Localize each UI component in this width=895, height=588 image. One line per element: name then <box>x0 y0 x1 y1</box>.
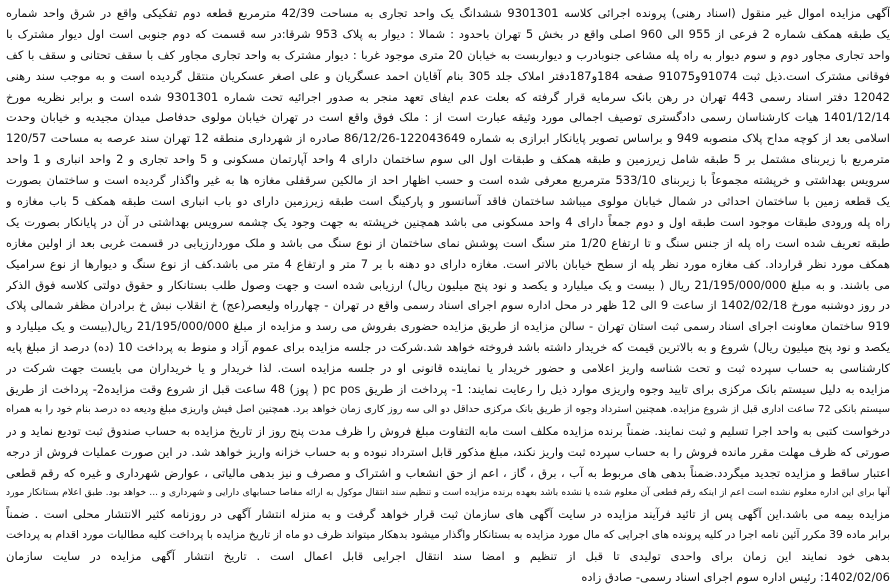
notice-line-19: مزایده به دلیل سیستم بانک مرکزی برای تایید وجوه واریزی موارد ذیل را رعایت نمایند: 1- پرداخت از طریق pc pos ( پوز) 48 ساعت قبل از شروع وقت مزایده2- پرداخت از طریق <box>6 382 890 397</box>
notice-line-25: مزایده بیمه می باشد.این آگهی پس از تائید فرآیند مزایده در سایت آگهی های سازمان ثبت قرار خواهد گرفت و به منزله انتشار آگهی در روزنامه کثیر الانتشار محلی است . ضمناً <box>6 507 890 522</box>
notice-line-20: سیستم بانکی 72 ساعت اداری قبل از شروع مزایده. همچنین استرداد وجوه از طریق بانک مرکزی حداقل دو الی سه روز کاری زمان خواهد برد. همچنین اصل فیش واریزی مبلغ ودیعه ده درصد بنام خود را به همراه <box>6 403 890 415</box>
notice-line-7: اسلامی بعد از کوچه مداح پلاک منصوبه 949 و براساس تصویر پایانکار ابرازی به شماره 122043649-86/12/26 صادره از شهرداری منطقه 12 تهران سند عرصه به مساحت 120/57 <box>6 131 890 146</box>
notice-line-9: سرویس بهداشتی و خرپشته مجموعاً با زیربنای 533/10 مترمربع معرفی شده است و حسب اظهار احد از مالکین سرقفلی مغازه ها به غیر واگذار گردیده است و ساختمان بصورت <box>6 173 890 188</box>
notice-line-1: آگهی مزایده اموال غیر منقول (اسناد رهنی) پرونده اجرائی کلاسه 9301301 ششدانگ یک واحد تجاری به مساحت 42/39 مترمربع قطعه دوم تفکیکی واقع در شرق واحد شماره <box>6 6 890 20</box>
notice-line-4: فوقانی مشترک است.ذیل ثبت 91074و91075 صفحه 184و187دفتر املاک جلد 305 بنام آقایان احمد عسگریان و علی اصغر عسکریان منتقل گردیده است و به موجب سند رهنی <box>6 68 890 83</box>
notice-line-8: مترمربع با زیربنای مشتمل بر 5 طبقه شامل زیرزمین و طبقه همکف و طبقات اول الی سوم ساختمان دارای 4 واحد آپارتمان مسکونی و 5 واحد تجاری و 2 واحد انباری و 1 واحد <box>6 152 890 167</box>
notice-line-5: 12042 دفتر اسناد رسمی 443 تهران در رهن بانک سرمایه قرار گرفته که بعلت عدم ایفای تعهد منجر به صدور اجرائیه تحت شماره 9301301 شده است و برابر نظریه مورخ <box>6 89 890 104</box>
notice-line-6: 1401/12/14 هیات کارشناسان رسمی دادگستری توصیف اجمالی مورد وثیقه عبارت است از : ملک فوق واقع است در تهران خیابان مولوی حدفاصل میدان مجیدیه و خیابان وحدت <box>6 110 890 125</box>
notice-line-21: درخواست کتبی به واحد اجرا تسلیم و ثبت نمایند. ضمناً برنده مزایده مکلف است مابه التفاوت مبلغ فروش را ظرف مدت پنج روز از تاریخ مزایده به حساب صندوق ثبت تودیع نماید و در <box>6 423 890 438</box>
notice-line-15: در روز دوشنبه مورخ 1402/02/18 از ساعت 9 الی 12 ظهر در محل اداره سوم اجرای اسناد رسمی واقع در تهران - چهارراه ولیعصر(عج) خ انقلاب نبش خ برادران مظفر شمالی پلاک <box>6 298 890 313</box>
notice-line-13: همکف مورد نظر قرارداد. کف مغازه مورد نظر پله از سطح خیابان بالاتر است. مغازه دارای دو دهنه با بر 7 متر و ارتفاع 4 متر می باشد.کف از نوع سنگ و دیوارها از نوع سرامیک <box>6 256 890 271</box>
notice-signature-line: 1402/02/06: رئیس اداره سوم اجرای اسناد رسمی- صادق زاده <box>581 570 890 585</box>
notice-line-24: آنها برای این اداره معلوم نشده است اعم از اینکه رقم قطعی آن معلوم شده یا نشده باشد بعهده برنده مزایده است و تنظیم سند انتقال موکول به ارائه مفاصا حسابهای دارایی و شهرداری و ... خواهد بود. طبق اعلام بستانکار مورد <box>6 487 890 499</box>
notice-line-27: بدهی خود نمایند این زمان برای واحدی تولیدی تا قبل از تنظیم و امضا سند انتقال اجرایی قابل اعمال است . تاریخ انتشار آگهی مزایده در سایت سازمان <box>6 549 890 564</box>
notice-line-16: 919 ساختمان معاونت اجرای اسناد رسمی ثبت استان تهران - سالن مزایده از طریق مزایده حضوری بفروش می رسد و مزایده از مبلغ 21/195/000/000 ریال(بیست و یک میلیارد و <box>6 319 890 334</box>
notice-line-11: راه پله ورودی طبقات موجود است طبقه اول و دوم جمعاً دارای 4 واحد مسکونی می باشد همچنین خرپشته به جهت وجود یک چشمه سرویس بهداشتی در آن در پایانکار بصورت یک <box>6 214 890 229</box>
notice-line-23: اعتبار ساقط و مزایده تجدید میگردد.ضمناً بدهی های مربوط به آب ، برق ، گاز ، اعم از حق انشعاب و اشتراک و مصرف و نیز بدهی مالیاتی ، عوارض شهرداری و غیره که رقم قطعی <box>6 465 890 480</box>
notice-line-17: یکصد و نود پنج میلیون ریال) شروع و به بالاترین قیمت که خریدار داشته باشد فروخته خواهد شد.شرکت در جلسه مزایده برای عموم آزاد و منوط به پرداخت 10 (ده) درصد از مبلغ پایه <box>6 340 890 355</box>
notice-line-2: یک طبقه همکف شماره 2 فرعی از 955 الی 960 اصلی واقع در بخش 5 تهران باحدود : شمالا : دیوار به پلاک 953 شرقا:در سه قسمت که دوم جنوبی است اول دیوار مشترک با <box>6 26 890 41</box>
notice-line-18: کارشناسی به حساب سپرده ثبت و تحت شناسه واریز اعلامی و حضور خریدار یا نماینده قانونی او در جلسه مزایده است. لذا خریدار و یا خریداران می بایست جهت شرکت در <box>6 361 890 376</box>
notice-line-14: می باشند. و به مبلغ 21/195/000/000 ریال ( بیست و یک میلیارد و یکصد و نود پنج میلیون ریال) ارزیابی شده است و جهت وصول طلب بستانکار و حقوق دولتی کلاسه فوق الذکر <box>6 277 890 292</box>
notice-line-10: یک قطعه زمین با ساختمان احداثی در شمال خیابان مولوی میباشد ساختمان فاقد آسانسور و پارکینگ است طبقه زیرزمین دارای دو باب انباری است طبقه همکف 5 باب مغازه و <box>6 194 890 209</box>
notice-line-26: برابر ماده 39 مکرر آئین نامه اجرا در کلیه پرونده های اجرایی که مال مورد مزایده به بستانکار واگذار میشود بدهکار میتواند ظرف دو ماه از تاریخ مزایده با پرداخت کلیه مطالبات مورد اقدام به پرداخت <box>6 528 890 542</box>
notice-line-22: صورتی که ظرف مهلت مقرر مانده فروش را به حساب سپرده ثبت واریز نکند، مبلغ مذکور قابل استرداد نبوده و به حساب خزانه واریز خواهد شد. در این صورت عملیات فروش از درجه <box>6 444 890 459</box>
notice-line-3: واحد تجاری مجاور دوم و سوم دیوار به راه پله مشاعی جنوبادرب و دیواربست به خیابان 20 متری موجود غربا : دیوار مشترک به واحد تجاری مجاور کف با سقف تحتانی و سقف با کف <box>6 47 890 62</box>
notice-line-12: طبقه تعریف شده است راه پله از جنس سنگ و تا ارتفاع 1/20 متر سنگ است پوشش نمای ساختمان از نوع سنگ می باشد و ملک موردارزیابی در قسمت غربی بعد از اولین مغازه <box>6 235 890 250</box>
